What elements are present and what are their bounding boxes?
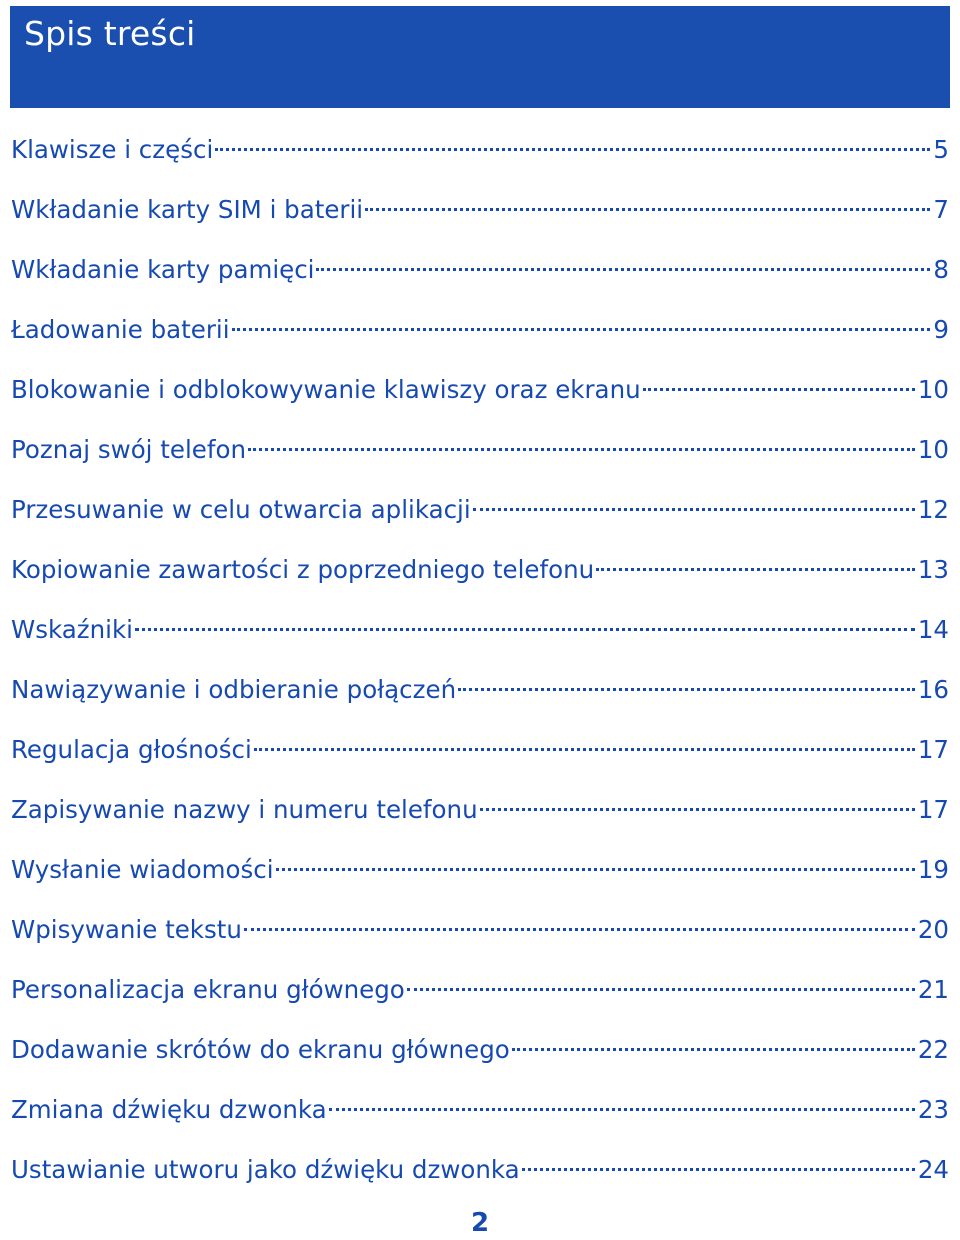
toc-dot-leader xyxy=(473,508,915,511)
toc-entry-title: Poznaj swój telefon xyxy=(11,435,246,464)
page-number: 2 xyxy=(470,1208,490,1238)
toc-dot-leader xyxy=(276,868,915,871)
toc-entry[interactable] xyxy=(11,600,949,660)
toc-dot-leader xyxy=(480,808,915,811)
toc-dot-leader xyxy=(512,1048,915,1051)
toc-entry-page: 10 xyxy=(917,435,949,464)
toc-dot-leader xyxy=(248,448,915,451)
toc-entry[interactable] xyxy=(11,900,949,960)
toc-entry-page: 21 xyxy=(917,975,949,1004)
toc-entry[interactable] xyxy=(11,1080,949,1140)
toc-entry-title: Blokowanie i odblokowywanie klawiszy oraz ekranu xyxy=(11,375,641,404)
toc-entry-page: 10 xyxy=(917,375,949,404)
toc-entry-title: Nawiązywanie i odbieranie połączeń xyxy=(11,675,457,704)
toc-entry[interactable] xyxy=(11,1140,949,1200)
toc-entry-page: 14 xyxy=(917,615,949,644)
toc-entry[interactable] xyxy=(11,960,949,1020)
toc-entry[interactable] xyxy=(11,840,949,900)
table-of-contents xyxy=(11,120,949,1200)
toc-dot-leader xyxy=(458,688,915,691)
toc-entry-page: 22 xyxy=(917,1035,949,1064)
toc-dot-leader xyxy=(215,148,930,151)
toc-entry-title: Personalizacja ekranu głównego xyxy=(11,975,405,1004)
toc-entry-page: 9 xyxy=(933,315,949,344)
toc-entry-title: Zmiana dźwięku dzwonka xyxy=(11,1095,327,1124)
toc-entry-page: 17 xyxy=(917,735,949,764)
toc-dot-leader xyxy=(135,628,915,631)
toc-dot-leader xyxy=(643,388,915,391)
toc-entry[interactable] xyxy=(11,360,949,420)
toc-dot-leader xyxy=(365,208,930,211)
toc-entry-title: Ładowanie baterii xyxy=(11,315,230,344)
toc-entry-title: Wkładanie karty pamięci xyxy=(11,255,315,284)
toc-entry-page: 7 xyxy=(933,195,949,224)
toc-entry-title: Klawisze i części xyxy=(11,135,214,164)
toc-entry-page: 13 xyxy=(917,555,949,584)
toc-dot-leader xyxy=(407,988,915,991)
toc-entry-title: Regulacja głośności xyxy=(11,735,252,764)
toc-entry-title: Wkładanie karty SIM i baterii xyxy=(11,195,364,224)
toc-entry[interactable] xyxy=(11,1020,949,1080)
toc-dot-leader xyxy=(522,1168,915,1171)
toc-dot-leader xyxy=(254,748,915,751)
toc-dot-leader xyxy=(596,568,915,571)
toc-dot-leader xyxy=(316,268,930,271)
toc-entry-title: Kopiowanie zawartości z poprzedniego telefonu xyxy=(11,555,595,584)
toc-entry-title: Wysłanie wiadomości xyxy=(11,855,274,884)
toc-entry[interactable] xyxy=(11,240,949,300)
toc-entry-page: 5 xyxy=(933,135,949,164)
toc-dot-leader xyxy=(232,328,931,331)
toc-entry-page: 19 xyxy=(917,855,949,884)
toc-entry-title: Ustawianie utworu jako dźwięku dzwonka xyxy=(11,1155,520,1184)
toc-entry-title: Zapisywanie nazwy i numeru telefonu xyxy=(11,795,478,824)
toc-entry-title: Wskaźniki xyxy=(11,615,133,644)
toc-entry[interactable] xyxy=(11,180,949,240)
toc-entry[interactable] xyxy=(11,480,949,540)
toc-entry[interactable] xyxy=(11,780,949,840)
toc-entry-page: 23 xyxy=(917,1095,949,1124)
toc-entry-page: 8 xyxy=(933,255,949,284)
toc-entry-page: 24 xyxy=(917,1155,949,1184)
toc-entry-page: 17 xyxy=(917,795,949,824)
header-banner xyxy=(10,6,950,108)
toc-entry[interactable] xyxy=(11,720,949,780)
toc-entry-page: 12 xyxy=(917,495,949,524)
toc-entry-page: 20 xyxy=(917,915,949,944)
toc-entry-page: 16 xyxy=(917,675,949,704)
page-title: Spis treści xyxy=(24,14,196,53)
toc-entry[interactable] xyxy=(11,540,949,600)
toc-entry-title: Wpisywanie tekstu xyxy=(11,915,242,944)
toc-entry[interactable] xyxy=(11,660,949,720)
toc-entry[interactable] xyxy=(11,120,949,180)
toc-dot-leader xyxy=(329,1108,915,1111)
toc-entry-title: Dodawanie skrótów do ekranu głównego xyxy=(11,1035,510,1064)
toc-entry[interactable] xyxy=(11,300,949,360)
toc-entry-title: Przesuwanie w celu otwarcia aplikacji xyxy=(11,495,471,524)
toc-entry[interactable] xyxy=(11,420,949,480)
toc-dot-leader xyxy=(244,928,915,931)
